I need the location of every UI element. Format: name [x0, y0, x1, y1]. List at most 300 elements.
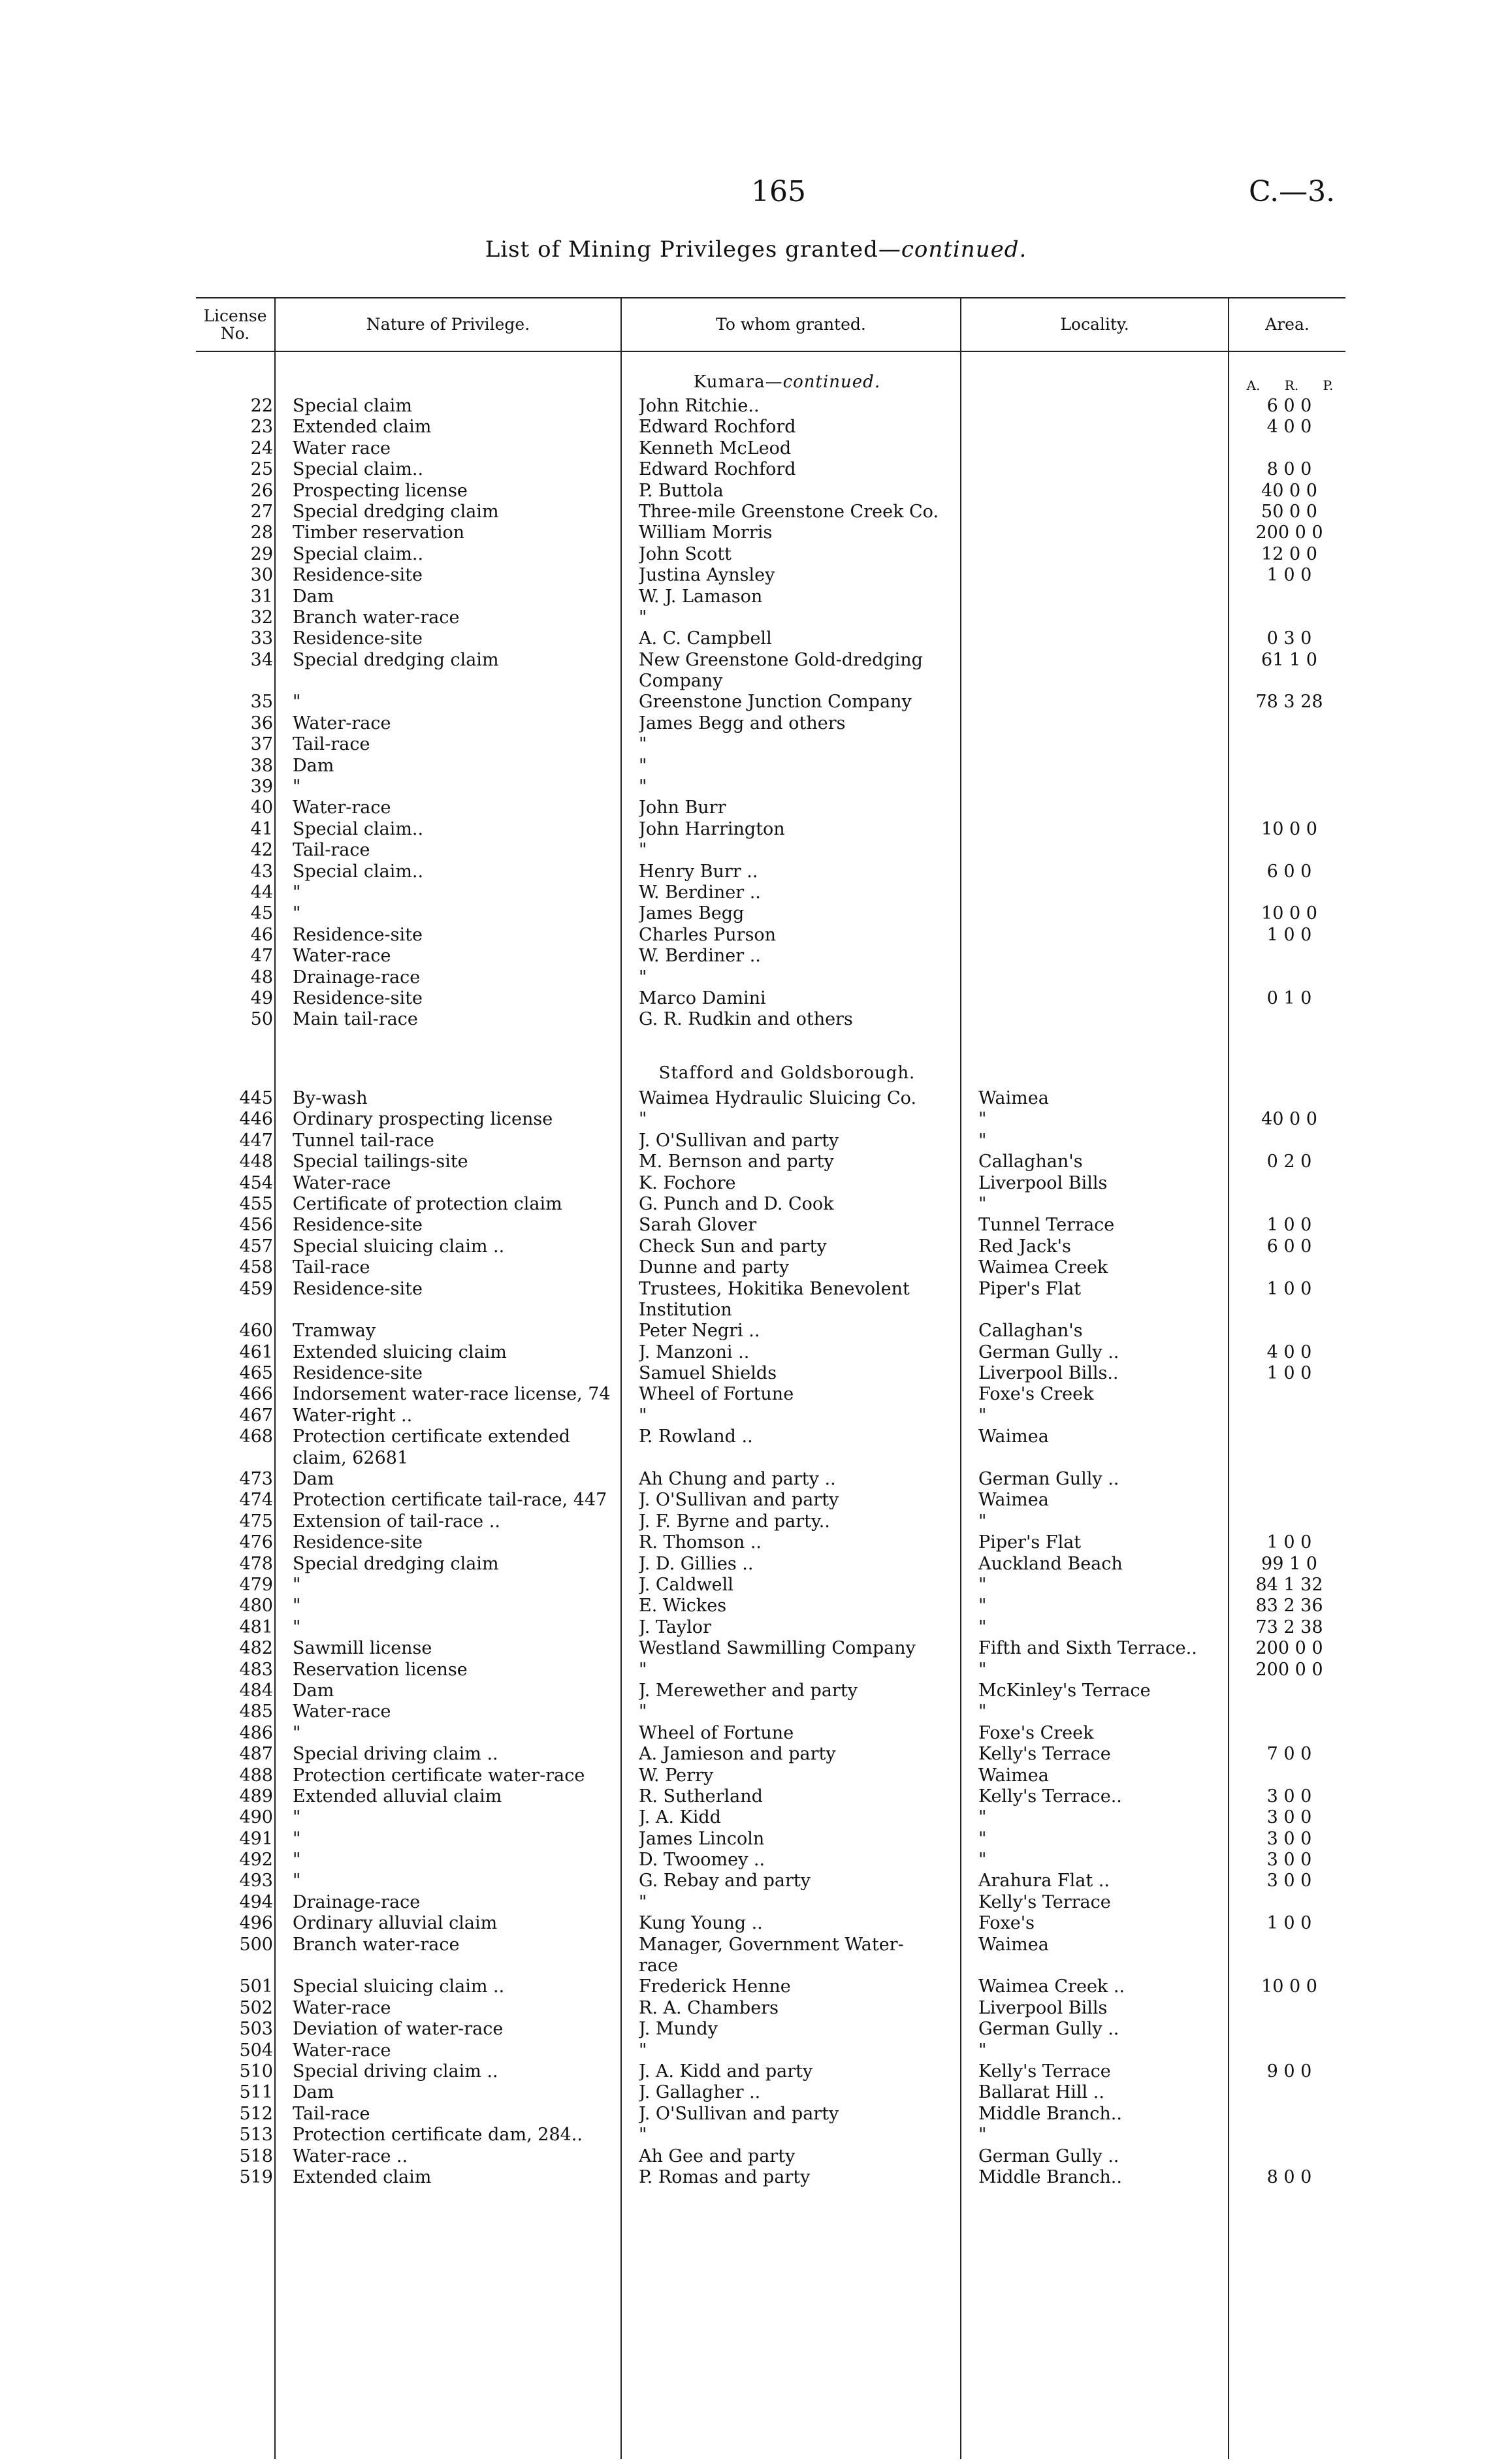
title-continued: continued.	[901, 236, 1027, 263]
nature-cell: Reservation license	[293, 1659, 468, 1680]
table-row	[196, 1279, 1345, 1300]
table-row	[196, 692, 1345, 713]
grantee-cell: G. R. Rudkin and others	[639, 1009, 853, 1030]
nature-cell: Special driving claim ..	[293, 1744, 498, 1765]
table-row	[196, 2104, 1345, 2125]
table-row	[196, 2167, 1345, 2188]
license-no: 485	[239, 1701, 273, 1722]
table-row	[196, 481, 1345, 502]
header-area: Area.	[1265, 315, 1310, 334]
nature-cell: Special sluicing claim ..	[293, 1236, 505, 1257]
table-row	[196, 628, 1345, 649]
locality-cell: Ballarat Hill ..	[978, 2082, 1104, 2103]
nature-cell: Residence-site	[293, 1278, 423, 1299]
locality-cell: "	[978, 2040, 987, 2061]
grantee-cell: J. A. Kidd	[639, 1807, 721, 1828]
area-cell: 200 0 0	[1255, 523, 1323, 543]
grantee-cell: R. A. Chambers	[639, 1997, 779, 2018]
grantee-cell: Greenstone Junction Company	[639, 692, 912, 713]
nature-cell: "	[293, 1617, 301, 1637]
locality-cell: Kelly's Terrace	[978, 1891, 1111, 1912]
area-cell: 73 2 38	[1255, 1617, 1323, 1637]
grantee-cell: W. Berdiner ..	[639, 946, 761, 967]
grantee-cell: G. Punch and D. Cook	[639, 1193, 834, 1214]
locality-cell: Tunnel Terrace	[978, 1215, 1115, 1236]
table-row	[196, 396, 1345, 417]
nature-cell: Indorsement water-race license, 74	[293, 1384, 611, 1405]
nature-cell: Protection certificate tail-race, 447	[293, 1490, 607, 1511]
table-row	[196, 756, 1345, 777]
area-cell: 1 0 0	[1266, 1363, 1312, 1384]
license-no: 458	[239, 1257, 273, 1278]
license-no: 456	[239, 1215, 273, 1236]
license-no: 483	[239, 1659, 273, 1680]
grantee-cell: D. Twoomey ..	[639, 1850, 765, 1871]
license-no: 33	[250, 628, 273, 649]
nature-cell: Extended claim	[293, 2166, 432, 2187]
locality-cell: Waimea Creek ..	[978, 1976, 1125, 1997]
table-row	[196, 1173, 1345, 1194]
grantee-cell: J. Mundy	[639, 2019, 718, 2040]
table-row	[196, 967, 1345, 988]
header-license: License No.	[203, 306, 267, 343]
table-row	[196, 777, 1345, 797]
grantee-cell: Three-mile Greenstone Creek Co.	[639, 501, 939, 522]
locality-cell: Middle Branch..	[978, 2166, 1122, 2187]
table-row	[196, 1363, 1345, 1384]
license-no: 37	[250, 734, 273, 755]
locality-cell: "	[978, 1701, 987, 1722]
nature-cell: Water-race	[293, 946, 391, 967]
area-cell: 1 0 0	[1266, 924, 1312, 945]
grantee-cell: P. Romas and party	[639, 2166, 811, 2187]
nature-cell: Special claim..	[293, 543, 424, 564]
nature-cell: Residence-site	[293, 628, 423, 649]
license-no: 28	[250, 523, 273, 543]
header-locality: Locality.	[1060, 315, 1129, 334]
license-no: 479	[239, 1574, 273, 1595]
locality-cell: German Gully ..	[978, 1342, 1119, 1362]
license-no: 35	[250, 692, 273, 713]
table-row	[196, 1511, 1345, 1532]
license-no: 491	[239, 1828, 273, 1849]
license-no: 454	[239, 1172, 273, 1193]
table-row	[196, 1342, 1345, 1363]
grantee-cell: A. Jamieson and party	[639, 1744, 836, 1765]
grantee-cell: J. A. Kidd and party	[639, 2061, 813, 2082]
area-cell: 8 0 0	[1266, 459, 1312, 480]
locality-cell: "	[978, 1617, 987, 1637]
table-row	[196, 1807, 1345, 1828]
nature-cell: Branch water-race	[293, 1934, 460, 1955]
table-row	[196, 1151, 1345, 1172]
table-row	[196, 459, 1345, 480]
license-no: 446	[239, 1109, 273, 1130]
table-row	[196, 2082, 1345, 2103]
area-cell: 3 0 0	[1266, 1807, 1312, 1828]
license-no: 39	[250, 777, 273, 797]
nature-cell: "	[293, 1807, 301, 1828]
nature-cell: Water-race	[293, 1701, 391, 1722]
nature-cell: Dam	[293, 2082, 334, 2103]
nature-cell: Special claim..	[293, 818, 424, 839]
area-cell: 3 0 0	[1266, 1786, 1312, 1807]
locality-cell: Auckland Beach	[978, 1553, 1123, 1574]
locality-cell: German Gully ..	[978, 2146, 1119, 2166]
table-row	[196, 1596, 1345, 1617]
nature-cell: "	[293, 777, 301, 797]
license-no: 489	[239, 1786, 273, 1807]
grantee-cell: Waimea Hydraulic Sluicing Co.	[639, 1088, 917, 1108]
grantee-cell: W. Berdiner ..	[639, 882, 761, 903]
table-row	[196, 587, 1345, 607]
table-row	[196, 713, 1345, 734]
grantee-cell: J. O'Sullivan and party	[639, 1490, 839, 1511]
nature-cell: Special sluicing claim ..	[293, 1976, 505, 1997]
table-row	[196, 1913, 1345, 1934]
grantee-cell: Marco Damini	[639, 988, 766, 1008]
table-row	[196, 819, 1345, 840]
license-no: 459	[239, 1278, 273, 1299]
table-row	[196, 671, 1345, 692]
locality-cell: Foxe's Creek	[978, 1722, 1094, 1743]
license-no: 474	[239, 1490, 273, 1511]
unit-roods: R.	[1284, 378, 1299, 393]
locality-cell: "	[978, 1511, 987, 1532]
locality-cell: McKinley's Terrace	[978, 1680, 1151, 1701]
grantee-cell: J. Manzoni ..	[639, 1342, 750, 1362]
area-cell: 50 0 0	[1261, 501, 1317, 522]
area-cell: 3 0 0	[1266, 1828, 1312, 1849]
license-no: 43	[250, 861, 273, 882]
table-row	[196, 1194, 1345, 1215]
nature-cell: Protection certificate extended	[293, 1426, 571, 1447]
grantee-cell: P. Buttola	[639, 480, 724, 501]
grantee-cell: R. Thomson ..	[639, 1532, 762, 1553]
grantee-cell: Justina Aynsley	[639, 565, 775, 586]
area-units	[1234, 378, 1345, 393]
unit-perches: P.	[1323, 378, 1334, 393]
license-no: 512	[239, 2103, 273, 2124]
nature-cell: Special dredging claim	[293, 501, 499, 522]
license-no: 492	[239, 1850, 273, 1871]
grantee-cell: A. C. Campbell	[639, 628, 772, 649]
license-no: 496	[239, 1913, 273, 1934]
license-no: 38	[250, 755, 273, 776]
page-number: 165	[751, 175, 806, 208]
table-row	[196, 1786, 1345, 1807]
area-cell: 4 0 0	[1266, 1342, 1312, 1362]
license-no: 519	[239, 2166, 273, 2187]
grantee-cell: Kenneth McLeod	[639, 438, 792, 458]
license-no: 27	[250, 501, 273, 522]
table-row	[196, 523, 1345, 543]
nature-cell: Residence-site	[293, 565, 423, 586]
area-cell: 78 3 28	[1255, 692, 1323, 713]
table-row	[196, 1109, 1345, 1130]
area-cell: 40 0 0	[1261, 480, 1317, 501]
section-title-continued: continued.	[782, 372, 881, 392]
area-cell: 12 0 0	[1261, 543, 1317, 564]
grantee-cell: John Burr	[639, 797, 726, 818]
locality-cell: Middle Branch..	[978, 2103, 1122, 2124]
table-row	[196, 1850, 1345, 1871]
grantee-cell: G. Rebay and party	[639, 1871, 811, 1891]
license-no: 455	[239, 1193, 273, 1214]
nature-cell: "	[293, 1850, 301, 1871]
nature-cell: Tail-race	[293, 840, 370, 861]
license-no: 500	[239, 1934, 273, 1955]
locality-cell: Piper's Flat	[978, 1532, 1082, 1553]
license-no: 503	[239, 2019, 273, 2040]
area-cell: 6 0 0	[1266, 861, 1312, 882]
area-cell: 84 1 32	[1255, 1574, 1323, 1595]
grantee-cell: James Begg	[639, 903, 745, 924]
locality-cell: Kelly's Terrace	[978, 1744, 1111, 1765]
license-no: 513	[239, 2125, 273, 2146]
locality-cell: Callaghan's	[978, 1321, 1083, 1342]
table-row	[196, 1955, 1345, 1976]
grantee-cell: Ah Chung and party ..	[639, 1469, 836, 1490]
locality-cell: "	[978, 1828, 987, 1849]
nature-cell: Dam	[293, 1680, 334, 1701]
grantee-cell: K. Fochore	[639, 1172, 736, 1193]
license-no: 493	[239, 1871, 273, 1891]
nature-cell: Extended claim	[293, 417, 432, 438]
header-grantee: To whom granted.	[716, 315, 866, 334]
table-row	[196, 1617, 1345, 1638]
license-no: 40	[250, 797, 273, 818]
nature-cell: Tunnel tail-race	[293, 1130, 434, 1151]
section-rows-kumara	[196, 396, 1345, 1031]
nature-cell: "	[293, 1596, 301, 1617]
nature-cell: Drainage-race	[293, 967, 421, 988]
table-row	[196, 1638, 1345, 1659]
grantee-cell: Sarah Glover	[639, 1215, 757, 1236]
nature-cell: "	[293, 882, 301, 903]
table-row	[196, 2061, 1345, 2082]
locality-cell: Callaghan's	[978, 1151, 1083, 1172]
grantee-cell: "	[639, 1405, 647, 1426]
license-no: 476	[239, 1532, 273, 1553]
grantee-cell: P. Rowland ..	[639, 1426, 753, 1447]
license-no: 504	[239, 2040, 273, 2061]
license-no: 465	[239, 1363, 273, 1384]
table-row	[196, 946, 1345, 967]
nature-cell: Water race	[293, 438, 391, 458]
nature-cell: Special dredging claim	[293, 1553, 499, 1574]
nature-cell: Water-race	[293, 797, 391, 818]
grantee-cell: J. D. Gillies ..	[639, 1553, 754, 1574]
area-cell: 4 0 0	[1266, 417, 1312, 438]
area-cell: 200 0 0	[1255, 1659, 1323, 1680]
table-header	[196, 297, 1345, 352]
locality-cell: Kelly's Terrace..	[978, 1786, 1122, 1807]
nature-cell: Tramway	[293, 1321, 376, 1342]
table-row	[196, 502, 1345, 523]
license-no: 448	[239, 1151, 273, 1172]
license-no: 480	[239, 1596, 273, 1617]
table-row	[196, 1660, 1345, 1681]
grantee-cell: "	[639, 967, 647, 988]
nature-cell: Deviation of water-race	[293, 2019, 504, 2040]
grantee-cell: Charles Purson	[639, 924, 777, 945]
nature-cell: Extended alluvial claim	[293, 1786, 502, 1807]
locality-cell: Waimea	[978, 1490, 1049, 1511]
locality-cell: Fifth and Sixth Terrace..	[978, 1638, 1197, 1659]
area-cell: 1 0 0	[1266, 1913, 1312, 1934]
license-no: 478	[239, 1553, 273, 1574]
license-no: 466	[239, 1384, 273, 1405]
license-no: 482	[239, 1638, 273, 1659]
nature-cell: Sawmill license	[293, 1638, 432, 1659]
grantee-cell: "	[639, 2125, 647, 2146]
nature-cell: Certificate of protection claim	[293, 1193, 562, 1214]
nature-cell: Dam	[293, 1469, 334, 1490]
nature-cell: "	[293, 1871, 301, 1891]
grantee-cell: Ah Gee and party	[639, 2146, 796, 2166]
license-no: 46	[250, 924, 273, 945]
license-no: 45	[250, 903, 273, 924]
grantee-cell: "	[639, 2040, 647, 2061]
license-no: 473	[239, 1469, 273, 1490]
nature-cell: Ordinary prospecting license	[293, 1109, 553, 1130]
area-cell: 3 0 0	[1266, 1871, 1312, 1891]
grantee-cell: Edward Rochford	[639, 459, 796, 480]
locality-cell: "	[978, 1596, 987, 1617]
license-no: 32	[250, 607, 273, 628]
area-cell: 1 0 0	[1266, 1215, 1312, 1236]
table-row	[196, 2040, 1345, 2061]
area-cell: 40 0 0	[1261, 1109, 1317, 1130]
nature-cell: Drainage-race	[293, 1891, 421, 1912]
nature-cell: Protection certificate water-race	[293, 1765, 585, 1786]
locality-cell: Red Jack's	[978, 1236, 1071, 1257]
section-rows-stafford	[196, 1088, 1345, 2188]
license-no: 518	[239, 2146, 273, 2166]
table-row	[196, 1701, 1345, 1722]
table-row	[196, 1131, 1345, 1151]
grantee-cell: Check Sun and party	[639, 1236, 827, 1257]
grantee-cell: Institution	[639, 1299, 732, 1320]
license-no: 445	[239, 1088, 273, 1108]
locality-cell: Waimea	[978, 1088, 1049, 1108]
table-row	[196, 1321, 1345, 1342]
section-title-main: Kumara—	[693, 372, 783, 392]
area-cell: 6 0 0	[1266, 1236, 1312, 1257]
license-no: 26	[250, 480, 273, 501]
grantee-cell: "	[639, 1891, 647, 1912]
section-title-main: Stafford and Goldsborough.	[658, 1063, 916, 1083]
nature-cell: Prospecting license	[293, 480, 468, 501]
license-no: 23	[250, 417, 273, 438]
grantee-cell: Kung Young ..	[639, 1913, 763, 1934]
table-row	[196, 988, 1345, 1009]
table-row	[196, 840, 1345, 861]
table-row	[196, 2146, 1345, 2167]
nature-cell: Special claim..	[293, 459, 424, 480]
locality-cell: Arahura Flat ..	[978, 1871, 1110, 1891]
area-cell: 8 0 0	[1266, 2166, 1312, 2187]
grantee-cell: William Morris	[639, 523, 773, 543]
grantee-cell: Henry Burr ..	[639, 861, 758, 882]
table-row	[196, 925, 1345, 946]
grantee-cell: W. Perry	[639, 1765, 714, 1786]
grantee-cell: Samuel Shields	[639, 1363, 777, 1384]
license-no: 481	[239, 1617, 273, 1637]
table-row	[196, 544, 1345, 565]
table-row	[196, 1215, 1345, 1236]
license-no: 475	[239, 1511, 273, 1532]
area-cell: 0 2 0	[1266, 1151, 1312, 1172]
license-no: 49	[250, 988, 273, 1008]
table-row	[196, 1723, 1345, 1744]
table-row	[196, 797, 1345, 818]
locality-cell: Liverpool Bills..	[978, 1363, 1119, 1384]
area-cell: 7 0 0	[1266, 1744, 1312, 1765]
grantee-cell: J. O'Sullivan and party	[639, 2103, 839, 2124]
page-title	[0, 236, 1512, 263]
grantee-cell: "	[639, 734, 647, 755]
nature-cell: Extended sluicing claim	[293, 1342, 507, 1362]
area-cell: 10 0 0	[1261, 818, 1317, 839]
grantee-cell: Trustees, Hokitika Benevolent	[639, 1278, 910, 1299]
locality-cell: German Gully ..	[978, 1469, 1119, 1490]
area-cell: 1 0 0	[1266, 1532, 1312, 1553]
nature-cell: Branch water-race	[293, 607, 460, 628]
table-row	[196, 1998, 1345, 2019]
grantee-cell: J. Gallagher ..	[639, 2082, 761, 2103]
locality-cell: "	[978, 1405, 987, 1426]
nature-cell: "	[293, 1828, 301, 1849]
nature-cell: Water-race ..	[293, 2146, 408, 2166]
locality-cell: "	[978, 1850, 987, 1871]
grantee-cell: Company	[639, 671, 723, 692]
locality-cell: Foxe's Creek	[978, 1384, 1094, 1405]
grantee-cell: "	[639, 1659, 647, 1680]
grantee-cell: James Begg and others	[639, 713, 846, 733]
table-row	[196, 882, 1345, 903]
table-row	[196, 650, 1345, 671]
nature-cell: "	[293, 1574, 301, 1595]
grantee-cell: Peter Negri ..	[639, 1321, 760, 1342]
area-cell: 9 0 0	[1266, 2061, 1312, 2082]
grantee-cell: "	[639, 840, 647, 861]
grantee-cell: Manager, Government Water-	[639, 1934, 904, 1955]
license-no: 490	[239, 1807, 273, 1828]
grantee-cell: J. Caldwell	[639, 1574, 733, 1595]
nature-cell: Water-race	[293, 713, 391, 733]
license-no: 457	[239, 1236, 273, 1257]
nature-cell: Extension of tail-race ..	[293, 1511, 500, 1532]
nature-cell: Special tailings-site	[293, 1151, 468, 1172]
area-cell: 1 0 0	[1266, 1278, 1312, 1299]
table-row	[196, 2019, 1345, 2040]
table-row	[196, 1009, 1345, 1030]
area-cell: 0 3 0	[1266, 628, 1312, 649]
license-no: 30	[250, 565, 273, 586]
nature-cell: Water-race	[293, 2040, 391, 2061]
license-no: 48	[250, 967, 273, 988]
nature-cell: Main tail-race	[293, 1009, 418, 1030]
locality-cell: "	[978, 1659, 987, 1680]
license-no: 42	[250, 840, 273, 861]
grantee-cell: Westland Sawmilling Company	[639, 1638, 916, 1659]
section-title-kumara	[620, 372, 954, 392]
locality-cell: "	[978, 2125, 987, 2146]
table-row	[196, 1469, 1345, 1490]
nature-cell: Water-race	[293, 1997, 391, 2018]
